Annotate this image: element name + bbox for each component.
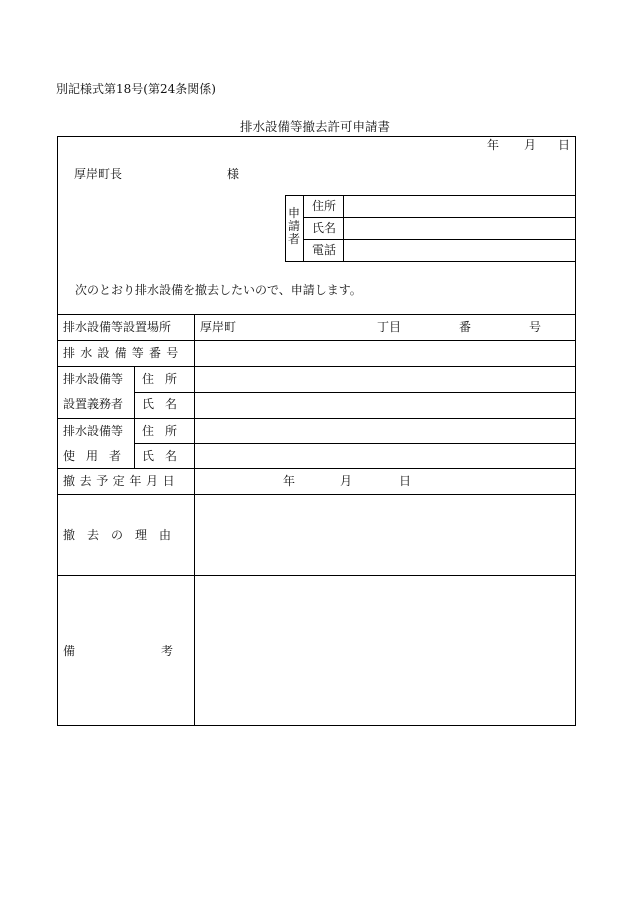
applicant-phone-field[interactable] xyxy=(348,242,570,258)
form-title: 排水設備等撤去許可申請書 xyxy=(239,119,390,134)
reason-field[interactable] xyxy=(200,500,570,570)
remarks-label: 備考 xyxy=(63,644,260,658)
applicant-row-line xyxy=(303,239,576,240)
table-column-line xyxy=(194,314,195,726)
header-date-month: 月 xyxy=(524,138,537,152)
applicant-divider xyxy=(343,195,344,262)
user-name-field[interactable] xyxy=(200,447,570,464)
scheduled-date-label: 撤去予定年月日 xyxy=(63,474,180,488)
installer-label-line2: 設置義務者 xyxy=(63,397,124,411)
installer-label-line1: 排水設備等 xyxy=(63,372,124,386)
table-line xyxy=(57,575,576,576)
applicant-address-label: 住所 xyxy=(312,199,337,213)
remarks-field[interactable] xyxy=(200,581,570,721)
user-name-label: 氏名 xyxy=(142,449,189,463)
reason-label: 撤去の理由 xyxy=(63,528,184,542)
location-go: 号 xyxy=(529,320,542,334)
applicant-row-line xyxy=(303,217,576,218)
form-reference: 別記様式第18号(第24条関係) xyxy=(56,82,216,96)
addressee-honorific: 様 xyxy=(227,167,240,181)
number-field[interactable] xyxy=(200,344,570,362)
header-date-day: 日 xyxy=(558,138,571,152)
number-label: 排水設備等番号 xyxy=(63,346,184,360)
applicant-phone-label: 電話 xyxy=(312,243,337,257)
location-town: 厚岸町 xyxy=(200,320,237,334)
user-address-label: 住所 xyxy=(142,424,189,438)
applicant-name-field[interactable] xyxy=(348,220,570,236)
installer-name-label: 氏名 xyxy=(142,397,189,411)
installer-name-field[interactable] xyxy=(200,396,570,414)
scheduled-month: 月 xyxy=(340,474,353,488)
user-label-line1: 排水設備等 xyxy=(63,424,124,438)
applicant-name-label: 氏名 xyxy=(312,221,337,235)
applicant-address-field[interactable] xyxy=(348,198,570,214)
table-column-line xyxy=(134,366,135,468)
table-line xyxy=(57,494,576,495)
table-line xyxy=(134,443,576,444)
table-line xyxy=(134,392,576,393)
addressee-name: 厚岸町長 xyxy=(74,167,123,181)
table-line xyxy=(57,468,576,469)
user-address-field[interactable] xyxy=(200,422,570,439)
applicant-label: 申請者 xyxy=(288,206,301,246)
header-date-year: 年 xyxy=(487,138,500,152)
table-line xyxy=(57,340,576,341)
location-label-text: 排水設備等設置場所 xyxy=(63,320,172,334)
scheduled-year: 年 xyxy=(283,474,296,488)
table-line xyxy=(57,314,576,315)
scheduled-day: 日 xyxy=(399,474,412,488)
installer-address-label: 住所 xyxy=(142,372,189,386)
location-ban: 番 xyxy=(459,320,472,334)
user-label-line2: 使用者 xyxy=(63,449,133,463)
installer-address-field[interactable] xyxy=(200,370,570,388)
applicant-divider xyxy=(303,195,304,262)
location-chome: 丁目 xyxy=(377,320,402,334)
location-label xyxy=(63,321,187,333)
application-statement: 次のとおり排水設備を撤去したいので、申請します。 xyxy=(75,283,362,297)
